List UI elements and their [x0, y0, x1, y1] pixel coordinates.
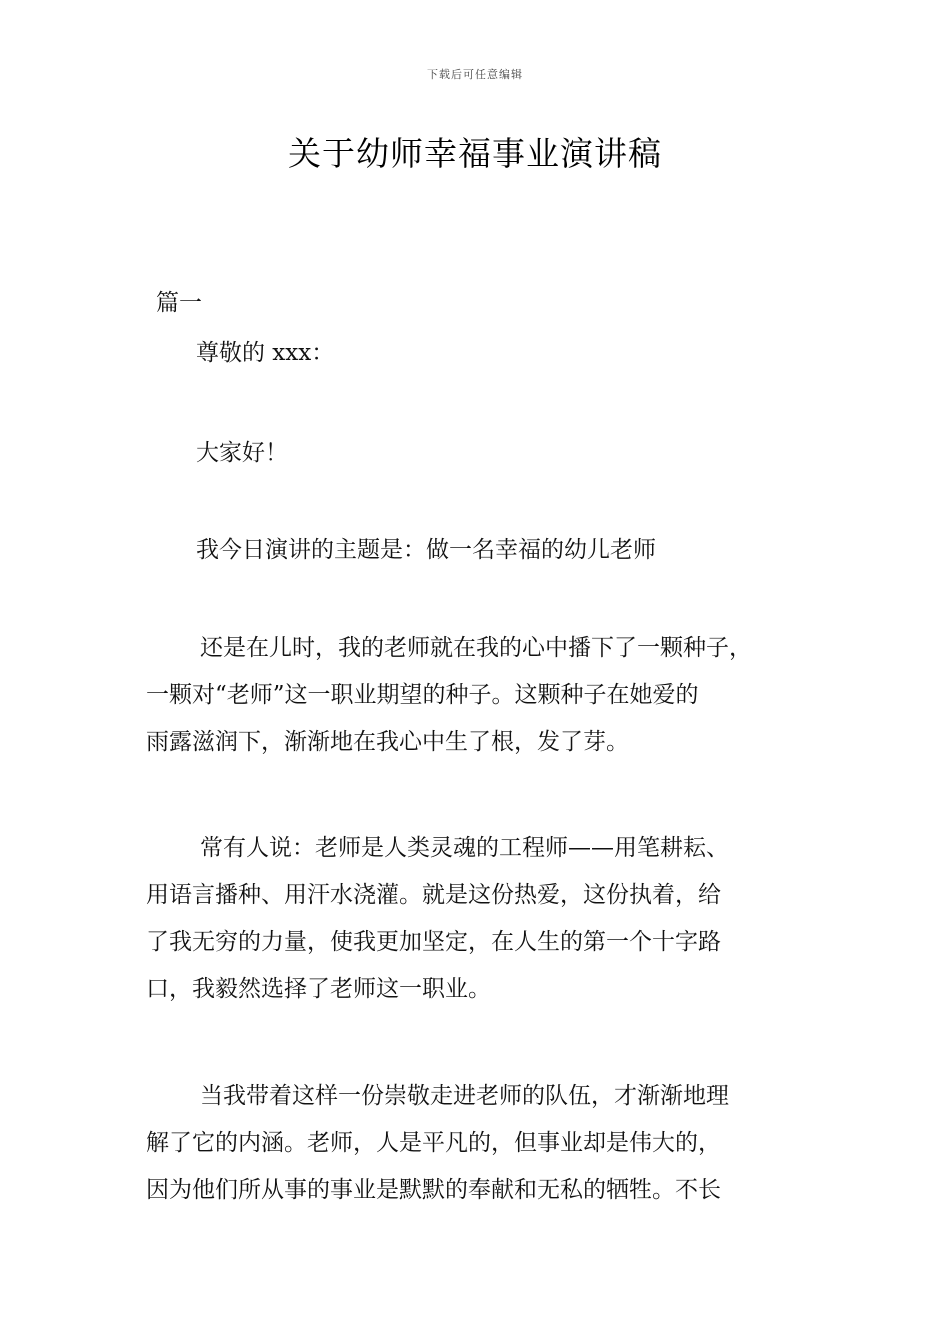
header-note: 下载后可任意编辑: [427, 68, 523, 81]
paragraph-line: 常有人说：老师是人类灵魂的工程师——用笔耕耘、: [200, 835, 729, 861]
paragraph-3: [146, 1073, 826, 1214]
salutation: 尊敬的 xxx：: [196, 340, 335, 366]
paragraph-line: 当我带着这样一份崇敬走进老师的队伍，才渐渐地理: [200, 1083, 729, 1109]
paragraph-line: 一颗对“老师”这一职业期望的种子。这颗种子在她爱的: [146, 682, 699, 708]
document-title: 关于幼师幸福事业演讲稿: [288, 134, 662, 173]
speech-theme: 我今日演讲的主题是：做一名幸福的幼儿老师: [196, 537, 656, 563]
paragraph-2: [146, 825, 826, 1013]
paragraph-line: 了我无穷的力量，使我更加坚定，在人生的第一个十字路: [146, 929, 721, 955]
paragraph-line: 因为他们所从事的事业是默默的奉献和无私的牺牲。不长: [146, 1177, 721, 1203]
paragraph-1: [146, 625, 826, 766]
paragraph-line: 还是在儿时，我的老师就在我的心中播下了一颗种子，: [200, 635, 752, 661]
paragraph-line: 解了它的内涵。老师，人是平凡的，但事业却是伟大的，: [146, 1130, 721, 1156]
paragraph-line: 用语言播种、用汗水浇灌。就是这份热爱，这份执着，给: [146, 882, 721, 908]
section-label: 篇一: [156, 290, 202, 316]
paragraph-line: 雨露滋润下，渐渐地在我心中生了根，发了芽。: [146, 729, 629, 755]
hello-line: 大家好！: [196, 440, 288, 466]
paragraph-line: 口，我毅然选择了老师这一职业。: [146, 976, 491, 1002]
